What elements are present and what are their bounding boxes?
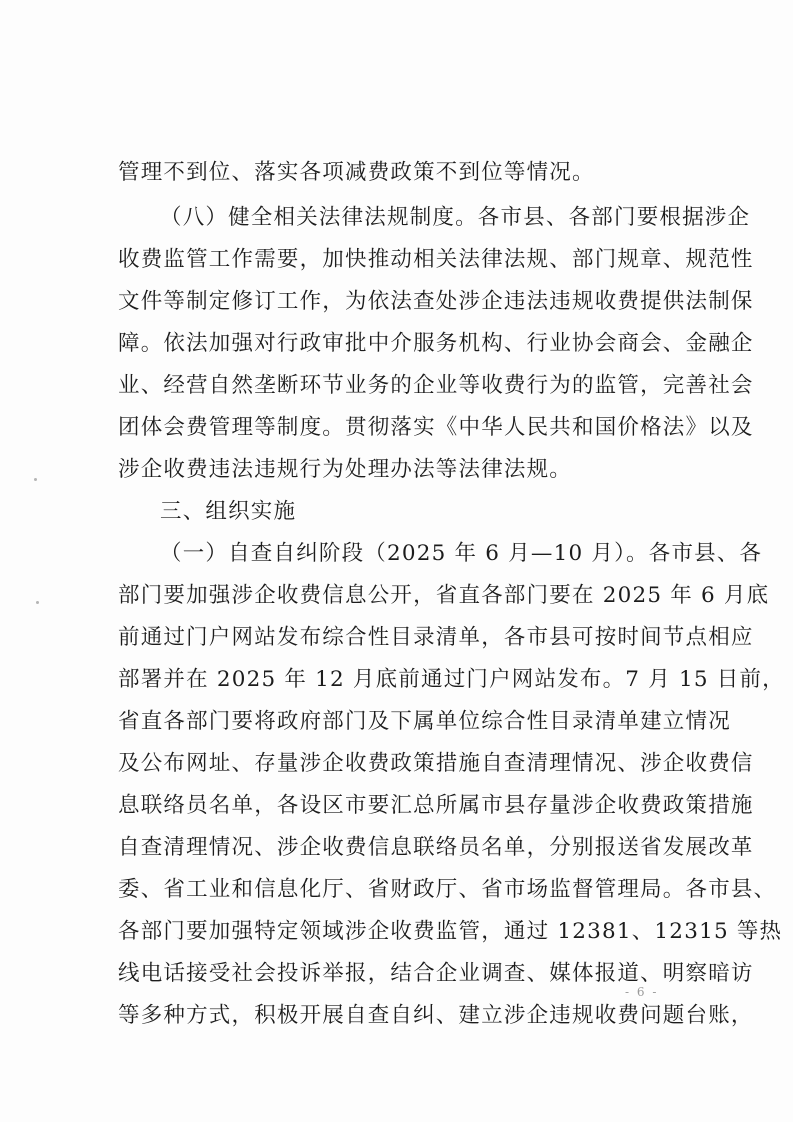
text-line: 线电话接受社会投诉举报，结合企业调查、媒体报道、明察暗访	[118, 961, 754, 986]
text-line: 及公布网址、存量涉企收费政策措施自查清理情况、涉企收费信	[118, 751, 754, 776]
text-line: 自查清理情况、涉企收费信息联络员名单，分别报送省发展改革	[118, 835, 754, 860]
text-line: 业、经营自然垄断环节业务的企业等收费行为的监管，完善社会	[118, 373, 754, 398]
text-line: 涉企收费违法违规行为处理办法等法律法规。	[118, 457, 573, 482]
text-line: 团体会费管理等制度。贯彻落实《中华人民共和国价格法》以及	[118, 415, 754, 440]
text-line: 省直各部门要将政府部门及下属单位综合性目录清单建立情况	[118, 709, 731, 734]
text-line: （八）健全相关法律法规制度。各市县、各部门要根据涉企	[160, 205, 751, 230]
text-line: 等多种方式，积极开展自查自纠、建立涉企违规收费问题台账，	[118, 1003, 754, 1028]
text-line: 障。依法加强对行政审批中介服务机构、行业协会商会、金融企	[118, 331, 754, 356]
text-line: 各部门要加强特定领域涉企收费监管，通过 12381、12315 等热	[118, 919, 783, 944]
text-line: 部门要加强涉企收费信息公开，省直各部门要在 2025 年 6 月底	[118, 583, 770, 608]
text-line: 管理不到位、落实各项减费政策不到位等情况。	[118, 160, 595, 185]
text-line: 前通过门户网站发布综合性目录清单，各市县可按时间节点相应	[118, 625, 754, 650]
scan-speck	[36, 601, 39, 604]
text-line: （一）自查自纠阶段（2025 年 6 月—10 月）。各市县、各	[160, 541, 763, 566]
section-heading: 三、组织实施	[160, 499, 297, 524]
text-line: 文件等制定修订工作，为依法查处涉企违法违规收费提供法制保	[118, 289, 754, 314]
text-line: 收费监管工作需要，加快推动相关法律法规、部门规章、规范性	[118, 247, 754, 272]
text-line: 部署并在 2025 年 12 月底前通过门户网站发布。7 月 15 日前，	[118, 667, 785, 692]
page-number: - 6 -	[625, 985, 659, 999]
scan-speck	[34, 478, 37, 481]
text-line: 息联络员名单，各设区市要汇总所属市县存量涉企收费政策措施	[118, 793, 754, 818]
text-line: 委、省工业和信息化厅、省财政厅、省市场监督管理局。各市县、	[118, 877, 777, 902]
